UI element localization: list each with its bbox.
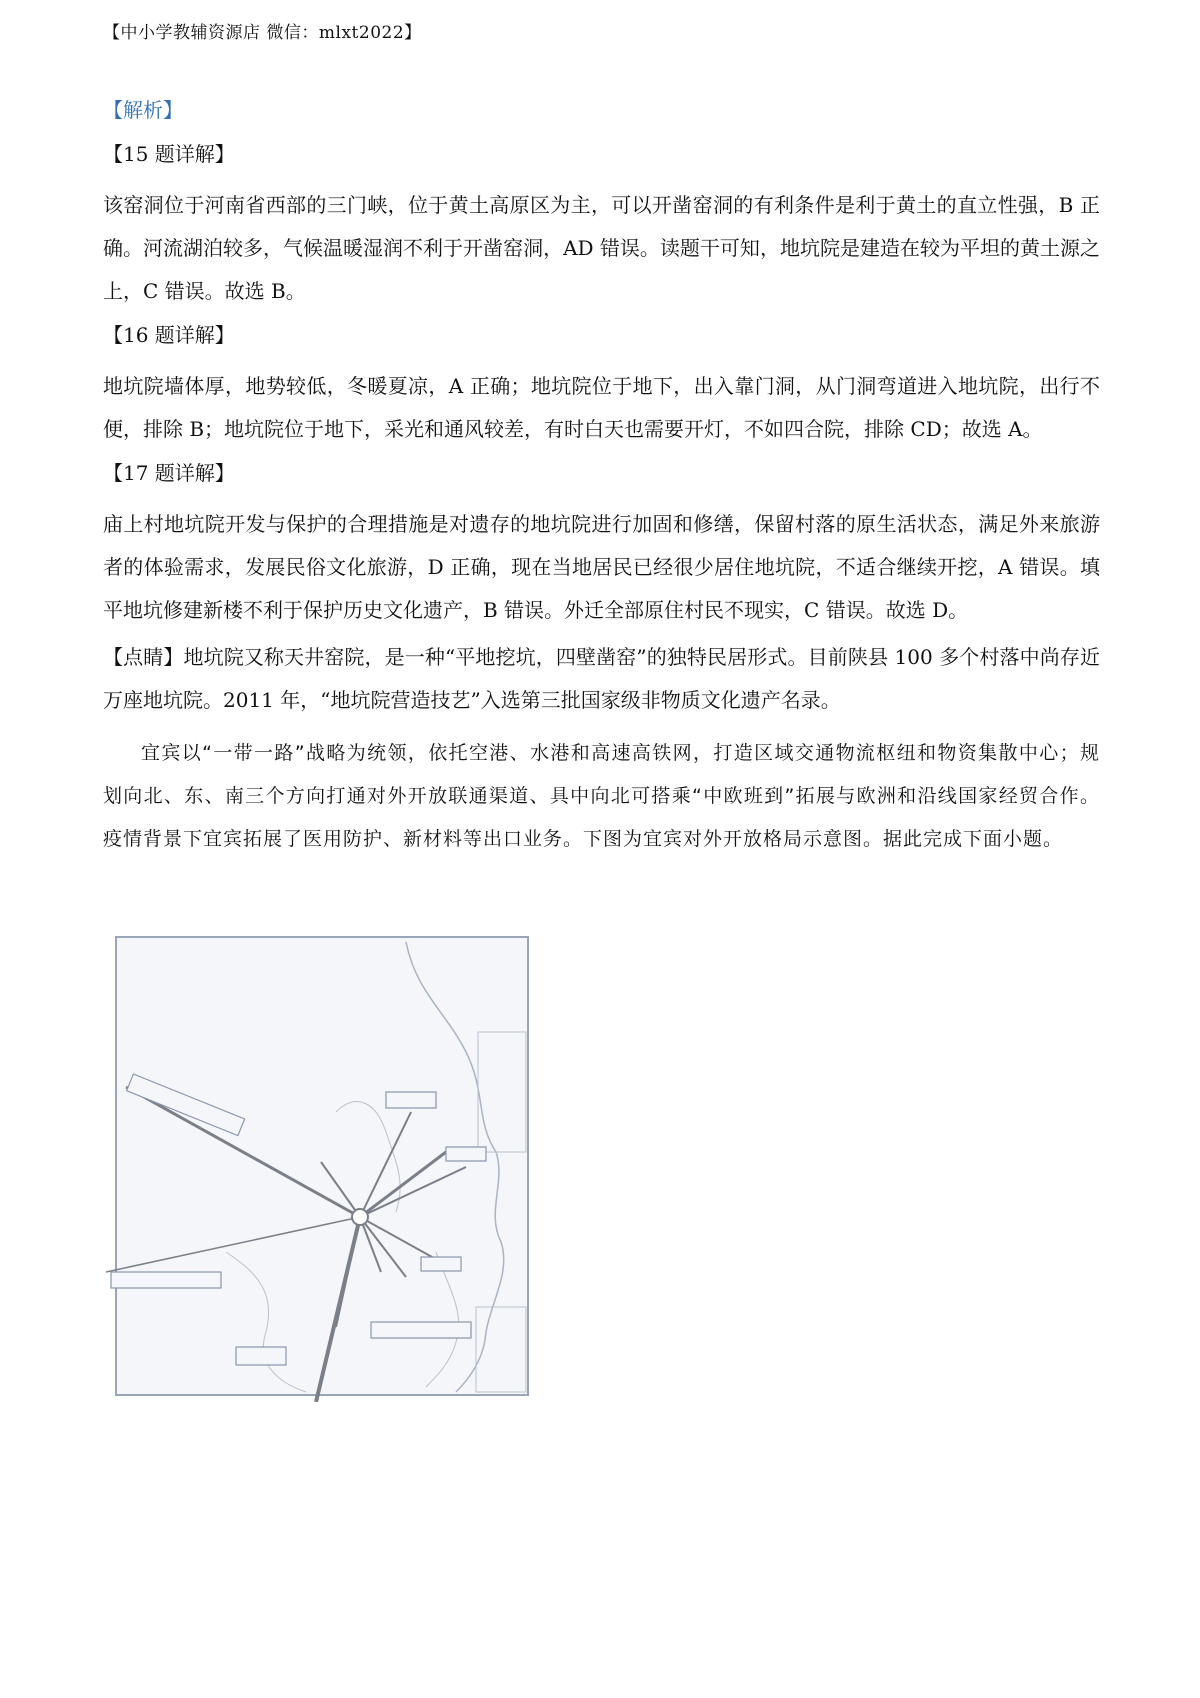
q16-heading: 【16 题详解】 bbox=[103, 323, 235, 347]
q17-heading: 【17 题详解】 bbox=[103, 461, 235, 485]
q15-explanation: 该窑洞位于河南省西部的三门峡，位于黄土高原区为主，可以开凿窑洞的有利条件是利于黄土的直立性强，B 正确。河流湖泊较多，气候温暖湿润不利于开凿窑洞，AD 错误。读题干可知，地坑院是建造在较为平坦的黄土源之上，C 错误。故选 B。 bbox=[103, 193, 1100, 303]
header-note: 【中小学教辅资源店 微信：mlxt2022】 bbox=[103, 23, 422, 43]
analysis-heading: 【解析】 bbox=[103, 98, 183, 122]
dianjing-text: 地坑院又称天井窑院，是一种“平地挖坑，四壁凿窑”的独特民居形式。目前陕县 100 多个村落中尚存近万座地坑院。2011 年，“地坑院营造技艺”入选第三批国家级非物质文化遗产名录。 bbox=[103, 645, 1101, 712]
dianjing-tag: 【点睛】 bbox=[103, 645, 184, 669]
q17-explanation: 庙上村地坑院开发与保护的合理措施是对遗存的地坑院进行加固和修缮，保留村落的原生活状态，满足外来旅游者的体验需求，发展民俗文化旅游，D 正确，现在当地居民已经很少居住地坑院，不适合继续开挖，A 错误。填平地坑修建新楼不利于保护历史文化遗产，B 错误。外迁全部原住村民不现实，C 错误。故选 D。 bbox=[103, 512, 1100, 622]
q16-explanation: 地坑院墙体厚，地势较低，冬暖夏凉，A 正确；地坑院位于地下，出入靠门洞，从门洞弯道进入地坑院，出行不便，排除 B；地坑院位于地下，采光和通风较差，有时白天也需要开灯，不如四合院，排除 CD；故选 A。 bbox=[103, 374, 1100, 441]
q15-heading: 【15 题详解】 bbox=[103, 142, 235, 166]
dianjing-note bbox=[103, 636, 1100, 722]
question-intro: 宜宾以“一带一路”战略为统领，依托空港、水港和高速高铁网，打造区域交通物流枢纽和物资集散中心；规划向北、东、南三个方向打通对外开放联通渠道、具中向北可搭乘“中欧班到”拓展与欧洲和沿线国家经贸合作。疫情背景下宜宾拓展了医用防护、新材料等出口业务。下图为宜宾对外开放格局示意图。据此完成下面小题。 bbox=[103, 742, 1100, 850]
document-body bbox=[103, 96, 1100, 865]
map-figure bbox=[106, 932, 534, 1402]
yibin-opening-map bbox=[106, 932, 534, 1402]
